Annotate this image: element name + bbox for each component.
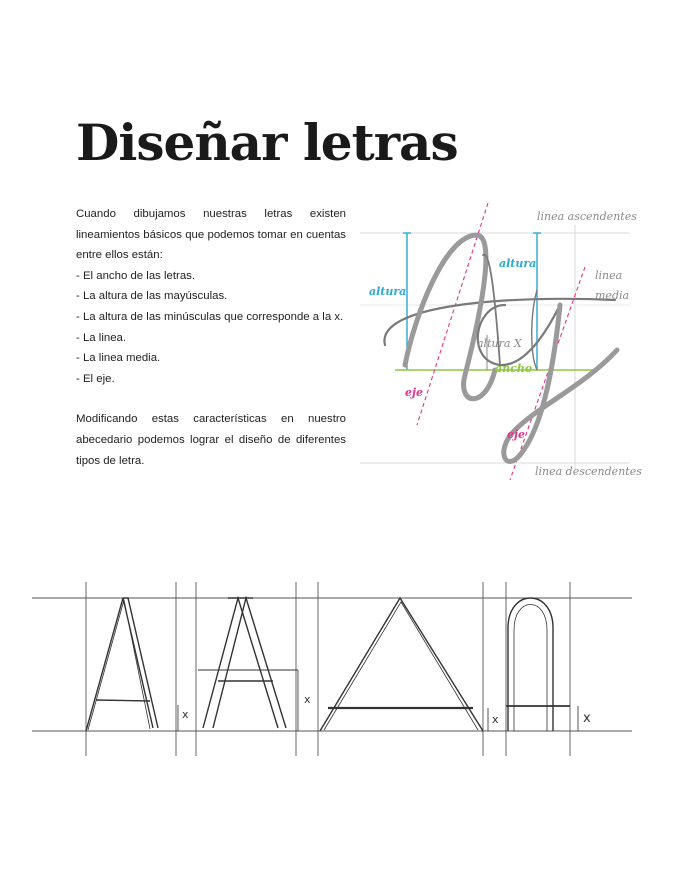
sketch-letter-a-1 [86,598,158,731]
closing-paragraph: Modificando estas características en nuestro abecedario podemos lograr el diseño de diferentes tipos de letra. [76,413,346,467]
lettering-diagram [355,195,655,485]
sketch-letter-a-3 [320,598,483,731]
x-height-markers [178,670,578,731]
label-ancho: ancho [495,362,533,375]
x-mark: x [492,713,499,726]
label-linea-media-1: linea [595,269,623,282]
letter-a-sketches [28,578,636,766]
list-item: - La altura de las mayúsculas. [76,290,228,303]
page-title: Diseñar letras [76,113,458,172]
list-item: - La linea. [76,331,127,344]
label-altura-right: altura [499,257,537,270]
sketch-letter-a-2 [198,598,298,728]
x-mark: x [583,711,591,726]
label-linea-ascendentes: linea ascendentes [537,210,637,223]
list-item: - La altura de las minúsculas que corresponde a la x. [76,310,344,323]
label-linea-media-2: media [595,289,630,302]
body-text [76,204,346,471]
intro-paragraph: Cuando dibujamos nuestras letras existen lineamientos básicos que podemos tomar en cuentas entre ellos están: [76,208,346,262]
list-item: - El ancho de las letras. [76,269,196,282]
x-mark: x [304,693,311,706]
label-eje-right: eje [507,428,525,441]
label-linea-descendentes: linea descendentes [535,465,642,478]
list-item: - La linea media. [76,352,161,365]
label-altura-left: altura [369,285,407,298]
guideline-list [76,266,346,390]
label-altura-x: altura X [477,337,522,350]
sketch-letter-a-4 [506,598,570,731]
label-eje-left: eje [405,386,423,399]
list-item: - El eje. [76,372,115,385]
x-mark: x [182,708,189,721]
